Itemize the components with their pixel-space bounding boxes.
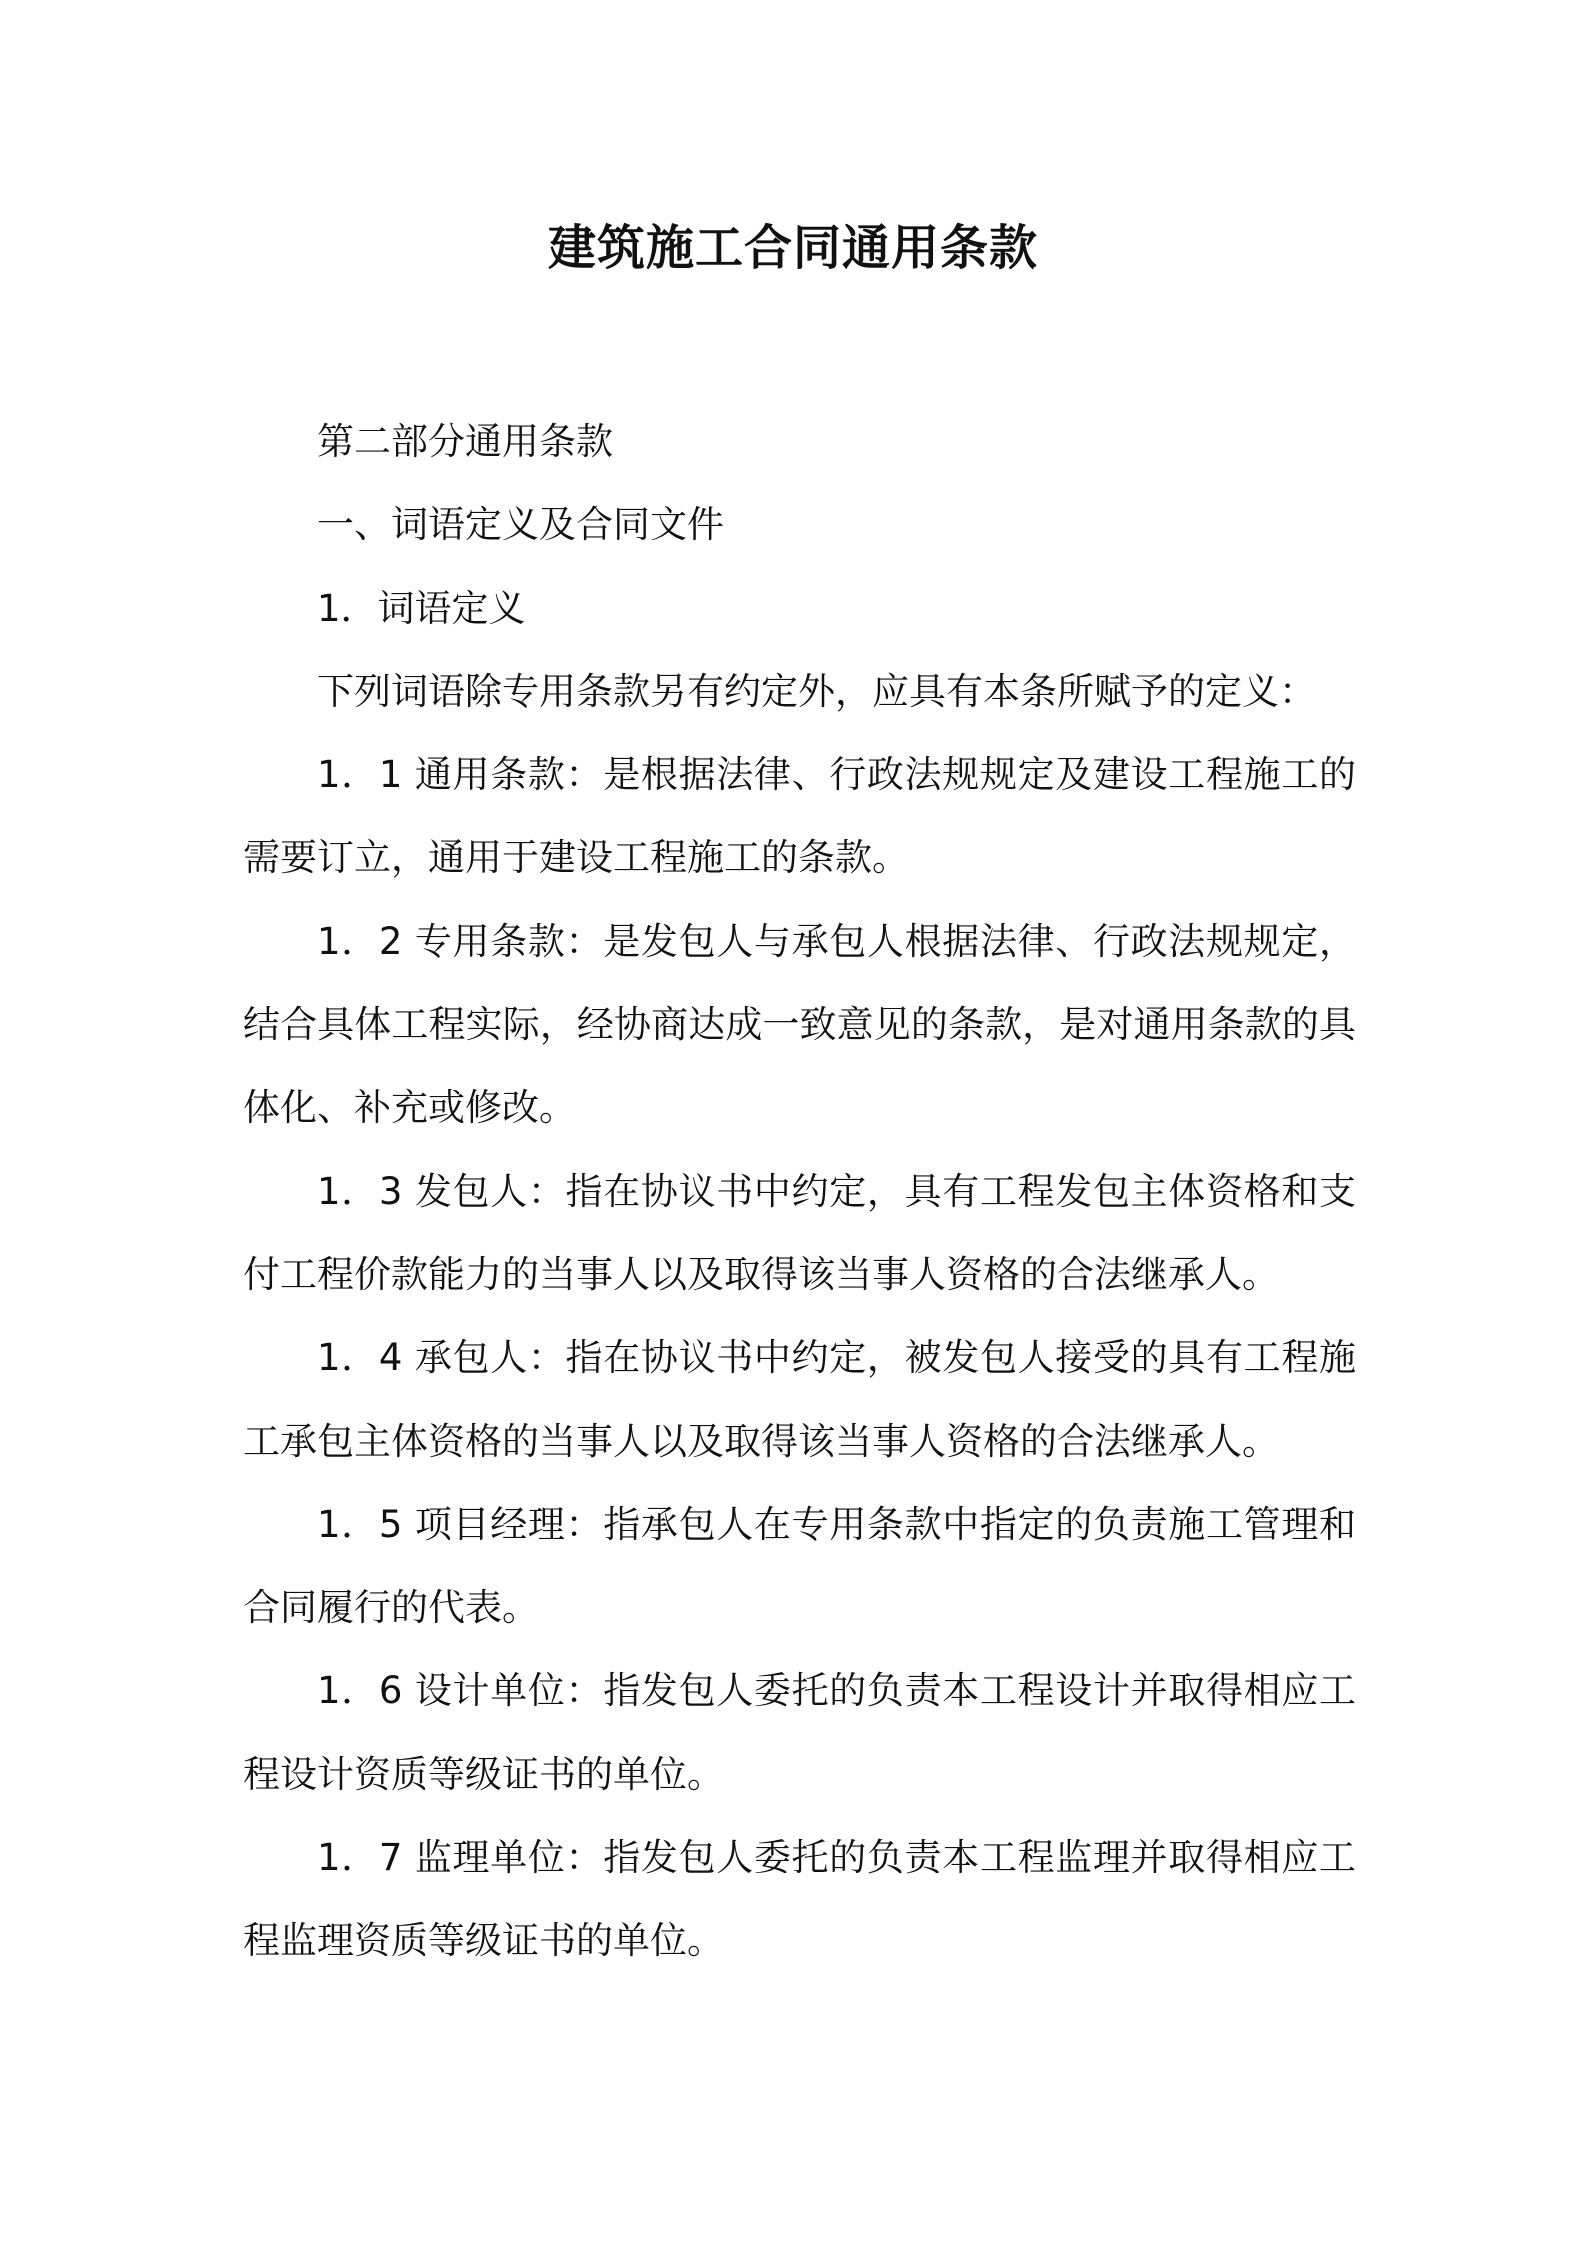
section-heading-definitions: 一、词语定义及合同文件 — [317, 503, 724, 547]
clause-1-4: 1．4 承包人：指在协议书中约定，被发包人接受的具有工程施工承包主体资格的当事人以及取得该当事人资格的合法继承人。 — [243, 1336, 1356, 1463]
clause-1-7: 1．7 监理单位：指发包人委托的负责本工程监理并取得相应工程监理资质等级证书的单位。 — [243, 1836, 1356, 1963]
clause-1-5: 1．5 项目经理：指承包人在专用条款中指定的负责施工管理和合同履行的代表。 — [243, 1502, 1356, 1630]
clause-intro: 下列词语除专用条款另有约定外，应具有本条所赋予的定义： — [317, 669, 1316, 713]
document-title: 建筑施工合同通用条款 — [547, 220, 1038, 276]
section-heading-part-two: 第二部分通用条款 — [317, 420, 613, 463]
clause-1-2: 1．2 专用条款：是发包人与承包人根据法律、行政法规规定，结合具体工程实际，经协商达成一致意见的条款，是对通用条款的具体化、补充或修改。 — [243, 919, 1356, 1130]
clause-1-1: 1．1 通用条款：是根据法律、行政法规规定及建设工程施工的需要订立，通用于建设工程施工的条款。 — [243, 753, 1356, 880]
document-body — [243, 400, 1356, 1983]
clause-1-6: 1．6 设计单位：指发包人委托的负责本工程设计并取得相应工程设计资质等级证书的单位。 — [243, 1669, 1356, 1796]
clause-1-3: 1．3 发包人：指在协议书中约定，具有工程发包主体资格和支付工程价款能力的当事人以及取得该当事人资格的合法继承人。 — [243, 1169, 1356, 1296]
clause-heading-1: 1．词语定义 — [317, 586, 526, 630]
